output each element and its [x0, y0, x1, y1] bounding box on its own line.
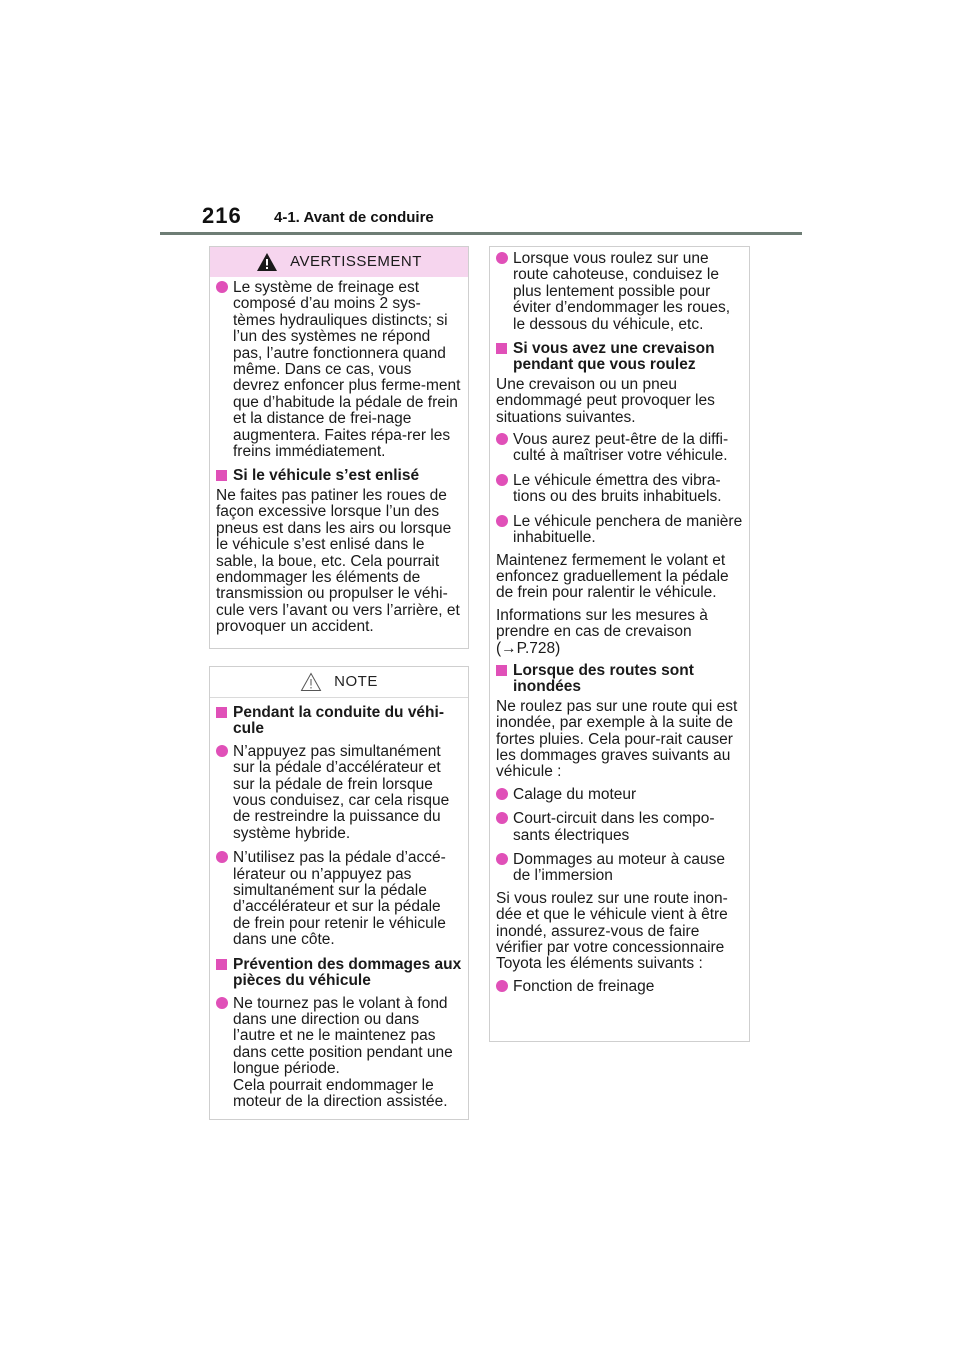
list-item: Le système de freinage est composé d’au moins 2 sys-tèmes hydrauliques distincts; si l’un des systèmes ne répond pas, l’autre fonctionnera quand même. Dans ce cas, vous devrez enfoncer plus ferme-ment que d’habitude la pédale de frein et la distance de frei-nage augmentera. Faites répa-rer les freins immédiatement. — [216, 280, 462, 460]
bullet-icon — [216, 281, 228, 293]
note-header — [210, 667, 468, 698]
paragraph: Si vous roulez sur une route inon-dée et que le véhicule vient à être inondé, assurez-vous de faire vérifier par votre concessionnaire Toyota les éléments suivants : — [496, 889, 728, 973]
paragraph: Informations sur les mesures à prendre en cas de crevaison (→P.728) — [496, 606, 708, 657]
bullet-icon — [496, 433, 508, 445]
square-bullet-icon — [216, 707, 227, 718]
bullet-icon — [216, 997, 228, 1009]
subheading: Si le véhicule s’est enlisé — [216, 468, 462, 484]
bullet-icon — [496, 788, 508, 800]
note-title: NOTE — [334, 672, 378, 690]
subheading: Si vous avez une crevaison pendant que vous roulez — [496, 341, 743, 374]
bullet-icon — [496, 252, 508, 264]
warning-header — [210, 247, 468, 277]
square-bullet-icon — [216, 959, 227, 970]
subheading: Pendant la conduite du véhi-cule — [216, 705, 462, 738]
list-item: Vous aurez peut-être de la diffi-culté à maîtriser votre véhicule. — [496, 432, 743, 465]
list-item: Fonction de freinage — [496, 979, 743, 995]
bullet-icon — [496, 980, 508, 992]
bullet-icon — [496, 515, 508, 527]
warning-box — [209, 246, 469, 649]
warning-title: AVERTISSEMENT — [290, 252, 422, 270]
subheading: Lorsque des routes sont inondées — [496, 663, 743, 696]
list-item: Calage du moteur — [496, 787, 743, 803]
warning-triangle-icon — [256, 252, 278, 272]
paragraph: Maintenez fermement le volant et enfoncez graduellement la pédale de frein pour ralentir le véhicule. — [496, 551, 729, 602]
header-rule — [160, 232, 802, 235]
list-item: Lorsque vous roulez sur une route cahoteuse, conduisez le plus lentement possible pour éviter d’endommager les roues, le dessous du véhicule, etc. — [496, 251, 743, 333]
list-item: Le véhicule émettra des vibra-tions ou des bruits inhabituels. — [496, 473, 743, 506]
bullet-icon — [216, 745, 228, 757]
note-box — [209, 666, 469, 1120]
list-item: N’utilisez pas la pédale d’accé-lérateur ou n’appuyez pas simultanément sur la pédale d’accélérateur et sur la pédale de frein pour retenir le véhicule dans une côte. — [216, 850, 462, 948]
list-item: Ne tournez pas le volant à fond dans une direction ou dans l’autre et ne le maintenez pas dans cette position pendant une longue période. Cela pourrait endommager le moteur de la direction assistée. — [216, 996, 462, 1111]
paragraph: Ne faites pas patiner les roues de façon excessive lorsque l’un des pneus est dans les airs ou lorsque le véhicule s’est enlisé dans le sable, la boue, etc. Cela pourrait endommager les éléments de transmission ou propulser le véhi-cule vers l’avant ou vers l’arrière, et provoquer un accident. — [216, 486, 460, 636]
bullet-icon — [496, 853, 508, 865]
list-item: Dommages au moteur à cause de l’immersion — [496, 852, 743, 885]
caution-triangle-icon — [300, 672, 322, 692]
paragraph: Une crevaison ou un pneu endommagé peut provoquer les situations suivantes. — [496, 375, 715, 426]
list-item: Le véhicule penchera de manière inhabituelle. — [496, 514, 743, 547]
page-number: 216 — [202, 203, 242, 228]
list-item: N’appuyez pas simultanément sur la pédale d’accélérateur et sur la pédale de frein lorsque vous conduisez, car cela risque de restreindre la puissance du système hybride. — [216, 744, 462, 842]
warning-continued-box — [489, 246, 750, 1042]
square-bullet-icon — [496, 665, 507, 676]
list-item: Court-circuit dans les compo-sants électriques — [496, 811, 743, 844]
bullet-icon — [216, 851, 228, 863]
paragraph: Ne roulez pas sur une route qui est inondée, par exemple à la suite de fortes pluies. Cela pour-rait causer les dommages graves suivants au véhicule : — [496, 697, 738, 781]
square-bullet-icon — [216, 470, 227, 481]
bullet-icon — [496, 474, 508, 486]
section-title: 4-1. Avant de conduire — [274, 209, 434, 226]
bullet-icon — [496, 812, 508, 824]
square-bullet-icon — [496, 343, 507, 354]
subheading: Prévention des dommages aux pièces du véhicule — [216, 957, 462, 990]
